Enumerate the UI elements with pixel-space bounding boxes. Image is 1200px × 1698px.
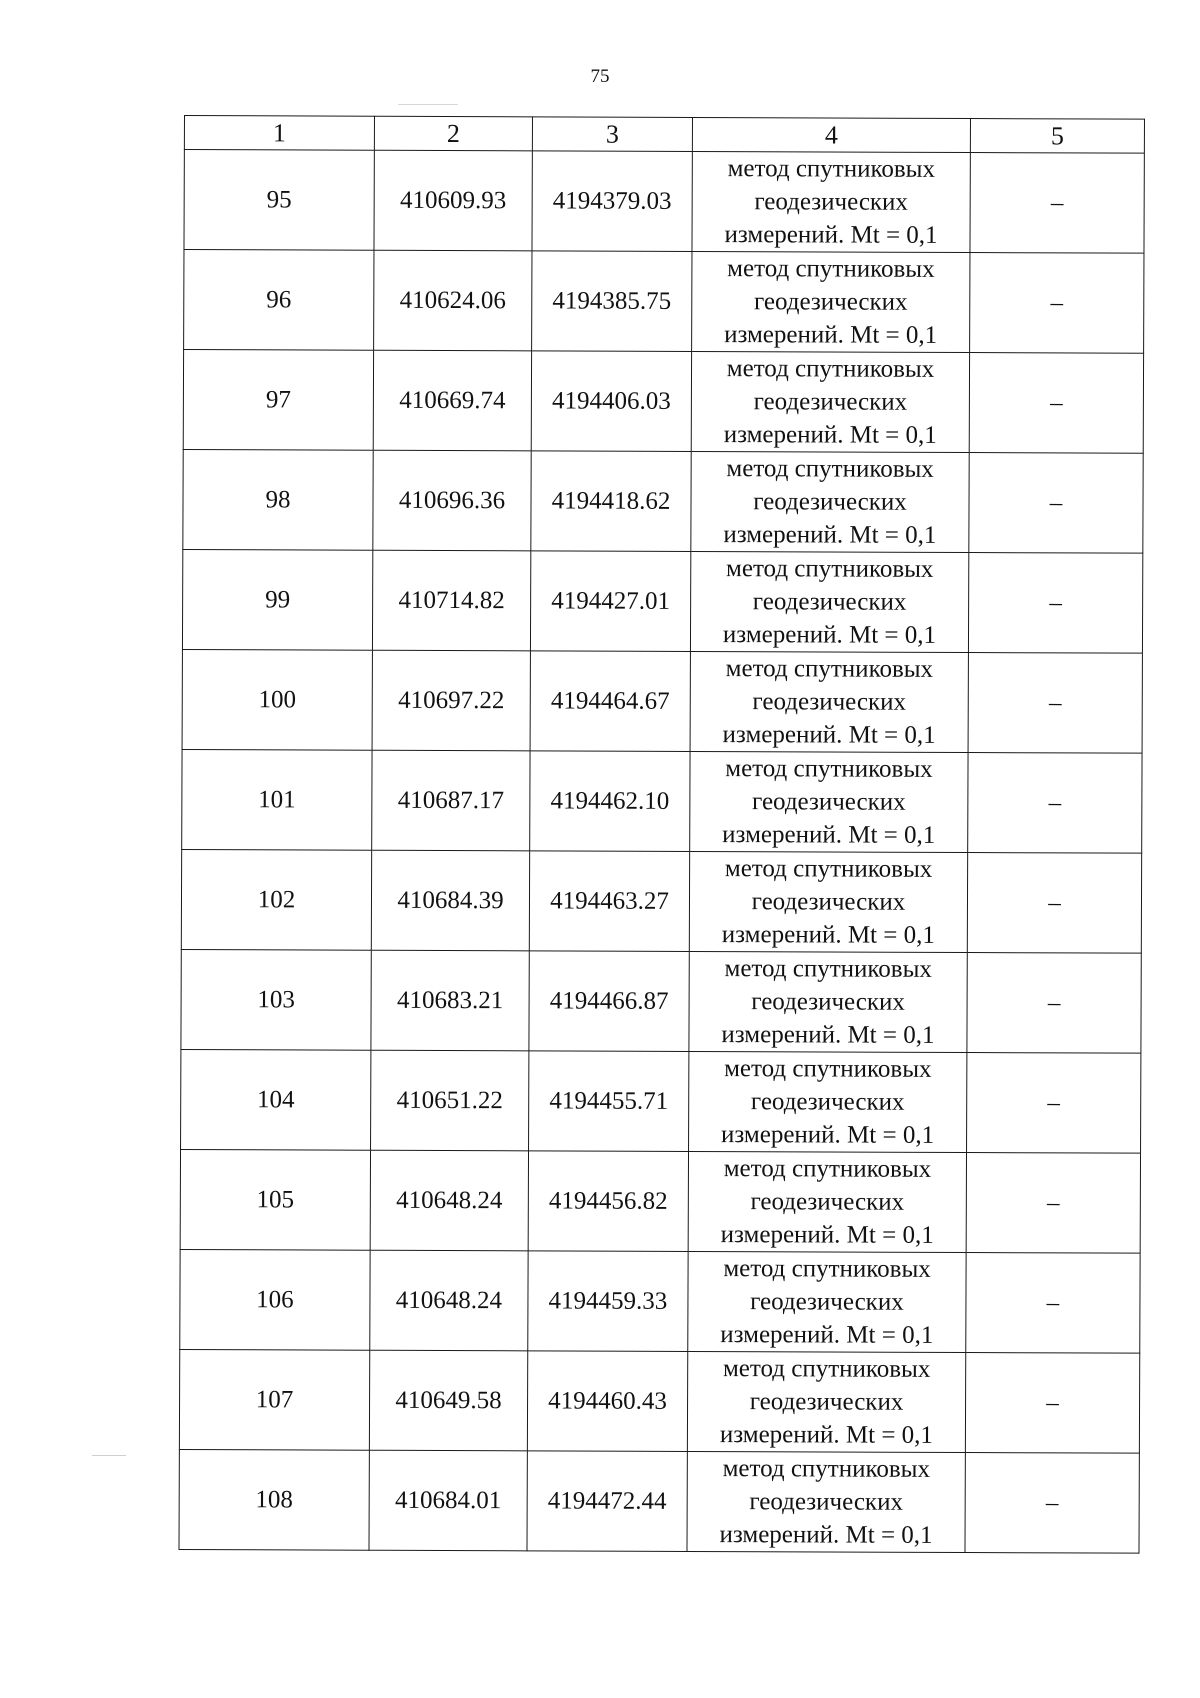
x-coordinate-cell: 410648.24 — [370, 1250, 528, 1351]
point-number-cell: 101 — [182, 749, 372, 850]
method-line: метод спутниковых — [725, 655, 934, 683]
method-line: измерений. Mt = 0,1 — [720, 1121, 935, 1149]
method-line: метод спутниковых — [722, 1455, 931, 1483]
table-row — [181, 1049, 1141, 1153]
method-line: метод спутниковых — [726, 455, 934, 483]
table-row — [182, 549, 1142, 653]
method-line: метод спутниковых — [723, 1155, 932, 1183]
y-coordinate-cell: 4194385.75 — [532, 251, 692, 352]
x-coordinate-cell: 410714.82 — [372, 550, 530, 651]
method-line: измерений. Mt = 0,1 — [723, 421, 937, 449]
method-cell — [689, 851, 967, 952]
table-row — [184, 150, 1144, 254]
method-line: измерений. Mt = 0,1 — [720, 1321, 934, 1349]
method-cell — [690, 651, 968, 752]
point-number-cell: 107 — [179, 1349, 369, 1450]
x-coordinate-cell: 410683.21 — [371, 950, 529, 1051]
method-line: измерений. Mt = 0,1 — [721, 1021, 935, 1049]
method-line: измерений. Mt = 0,1 — [719, 1421, 934, 1449]
method-line: измерений. Mt = 0,1 — [724, 221, 938, 249]
y-coordinate-cell: 4194462.10 — [530, 751, 690, 852]
method-line: измерений. Mt = 0,1 — [723, 521, 937, 549]
method-line: метод спутниковых — [726, 355, 935, 383]
method-line: геодезических — [752, 588, 907, 616]
point-number-cell: 97 — [183, 350, 373, 451]
table-row — [182, 749, 1142, 853]
method-line: геодезических — [750, 1188, 905, 1216]
method-line: геодезических — [752, 788, 906, 816]
method-line: геодезических — [754, 188, 909, 216]
header-col-5: 5 — [970, 119, 1144, 154]
table-row — [183, 449, 1143, 553]
table-row — [183, 350, 1143, 454]
table-row — [181, 849, 1141, 953]
table-row — [179, 1449, 1139, 1553]
scan-artifact-line — [92, 1455, 126, 1456]
method-cell — [687, 1451, 965, 1552]
x-coordinate-cell: 410648.24 — [370, 1150, 528, 1251]
x-coordinate-cell: 410624.06 — [374, 250, 532, 351]
x-coordinate-cell: 410697.22 — [372, 650, 530, 751]
y-coordinate-cell: 4194427.01 — [530, 551, 690, 652]
header-col-4: 4 — [692, 117, 970, 152]
y-coordinate-cell: 4194406.03 — [531, 351, 691, 452]
note-cell: – — [966, 1153, 1140, 1254]
table-row — [184, 250, 1144, 354]
point-number-cell: 95 — [184, 150, 374, 251]
table-row — [179, 1349, 1139, 1453]
point-number-cell: 98 — [183, 449, 373, 550]
method-cell — [692, 151, 970, 252]
method-line: метод спутниковых — [724, 855, 933, 883]
method-cell — [689, 951, 967, 1052]
y-coordinate-cell: 4194418.62 — [531, 451, 691, 552]
scan-artifact-line — [398, 104, 458, 105]
note-cell: – — [966, 1253, 1140, 1354]
method-line: измерений. Mt = 0,1 — [722, 621, 937, 649]
table-header-row — [184, 116, 1144, 154]
y-coordinate-cell: 4194463.27 — [529, 851, 689, 952]
x-coordinate-cell: 410687.17 — [372, 750, 530, 851]
table-row — [180, 1149, 1140, 1253]
method-line: геодезических — [751, 888, 906, 916]
method-line: метод спутниковых — [727, 155, 936, 183]
x-coordinate-cell: 410684.01 — [369, 1450, 527, 1551]
method-line: измерений. Mt = 0,1 — [719, 1521, 933, 1549]
y-coordinate-cell: 4194456.82 — [528, 1151, 688, 1252]
note-cell: – — [965, 1453, 1139, 1554]
point-number-cell: 96 — [184, 250, 374, 351]
method-line: геодезических — [752, 688, 907, 716]
point-number-cell: 106 — [180, 1249, 370, 1350]
y-coordinate-cell: 4194464.67 — [530, 651, 690, 752]
method-cell — [688, 1251, 966, 1352]
method-line: геодезических — [753, 488, 907, 516]
coordinates-table-container — [178, 115, 1144, 1554]
x-coordinate-cell: 410651.22 — [371, 1050, 529, 1151]
coordinates-table — [178, 115, 1145, 1554]
y-coordinate-cell: 4194472.44 — [527, 1451, 687, 1552]
method-line: геодезических — [749, 1488, 904, 1516]
note-cell: – — [969, 353, 1143, 454]
note-cell: – — [970, 153, 1144, 254]
header-col-3: 3 — [532, 117, 692, 152]
note-cell: – — [965, 1353, 1139, 1454]
point-number-cell: 105 — [180, 1149, 370, 1250]
x-coordinate-cell: 410696.36 — [373, 450, 531, 551]
y-coordinate-cell: 4194459.33 — [528, 1251, 688, 1352]
point-number-cell: 102 — [181, 849, 371, 950]
method-line: метод спутниковых — [723, 1255, 931, 1283]
point-number-cell: 104 — [181, 1049, 371, 1150]
note-cell: – — [967, 1053, 1141, 1154]
point-number-cell: 99 — [182, 549, 372, 650]
note-cell: – — [968, 753, 1142, 854]
method-cell — [687, 1351, 965, 1452]
method-cell — [688, 1151, 966, 1252]
y-coordinate-cell: 4194379.03 — [532, 151, 692, 252]
x-coordinate-cell: 410649.58 — [369, 1350, 527, 1451]
method-line: измерений. Mt = 0,1 — [721, 921, 935, 949]
note-cell: – — [968, 553, 1142, 654]
method-line: измерений. Mt = 0,1 — [724, 321, 938, 349]
y-coordinate-cell: 4194460.43 — [527, 1351, 687, 1452]
note-cell: – — [969, 453, 1143, 554]
method-cell — [691, 451, 969, 552]
method-line: измерений. Mt = 0,1 — [720, 1221, 934, 1249]
method-line: геодезических — [753, 388, 908, 416]
method-line: метод спутниковых — [722, 1355, 931, 1383]
note-cell: – — [968, 653, 1142, 754]
method-line: метод спутниковых — [727, 255, 935, 283]
page-number: 75 — [590, 66, 610, 87]
table-row — [180, 1249, 1140, 1353]
y-coordinate-cell: 4194455.71 — [529, 1051, 689, 1152]
method-line: геодезических — [753, 288, 908, 316]
table-body — [179, 150, 1144, 1554]
point-number-cell: 100 — [182, 649, 372, 750]
method-line: метод спутниковых — [724, 1055, 932, 1083]
table-row — [182, 649, 1142, 753]
method-cell — [691, 351, 969, 452]
header-col-2: 2 — [374, 116, 532, 151]
method-cell — [689, 1051, 967, 1152]
method-line: метод спутниковых — [724, 955, 932, 983]
x-coordinate-cell: 410669.74 — [373, 350, 531, 451]
method-line: метод спутниковых — [726, 555, 934, 583]
method-line: метод спутниковых — [725, 755, 933, 783]
table-row — [181, 949, 1141, 1053]
note-cell: – — [967, 853, 1141, 954]
point-number-cell: 103 — [181, 949, 371, 1050]
method-cell — [690, 551, 968, 652]
method-line: геодезических — [749, 1388, 904, 1416]
method-cell — [690, 751, 968, 852]
method-line: геодезических — [751, 988, 905, 1016]
note-cell: – — [967, 953, 1141, 1054]
method-line: геодезических — [750, 1288, 904, 1316]
header-col-1: 1 — [184, 116, 374, 151]
x-coordinate-cell: 410609.93 — [374, 150, 532, 251]
method-cell — [692, 251, 970, 352]
point-number-cell: 108 — [179, 1449, 369, 1550]
y-coordinate-cell: 4194466.87 — [529, 951, 689, 1052]
method-line: геодезических — [750, 1088, 905, 1116]
note-cell: – — [970, 253, 1144, 354]
method-line: измерений. Mt = 0,1 — [722, 721, 936, 749]
x-coordinate-cell: 410684.39 — [371, 850, 529, 951]
method-line: измерений. Mt = 0,1 — [722, 821, 936, 849]
